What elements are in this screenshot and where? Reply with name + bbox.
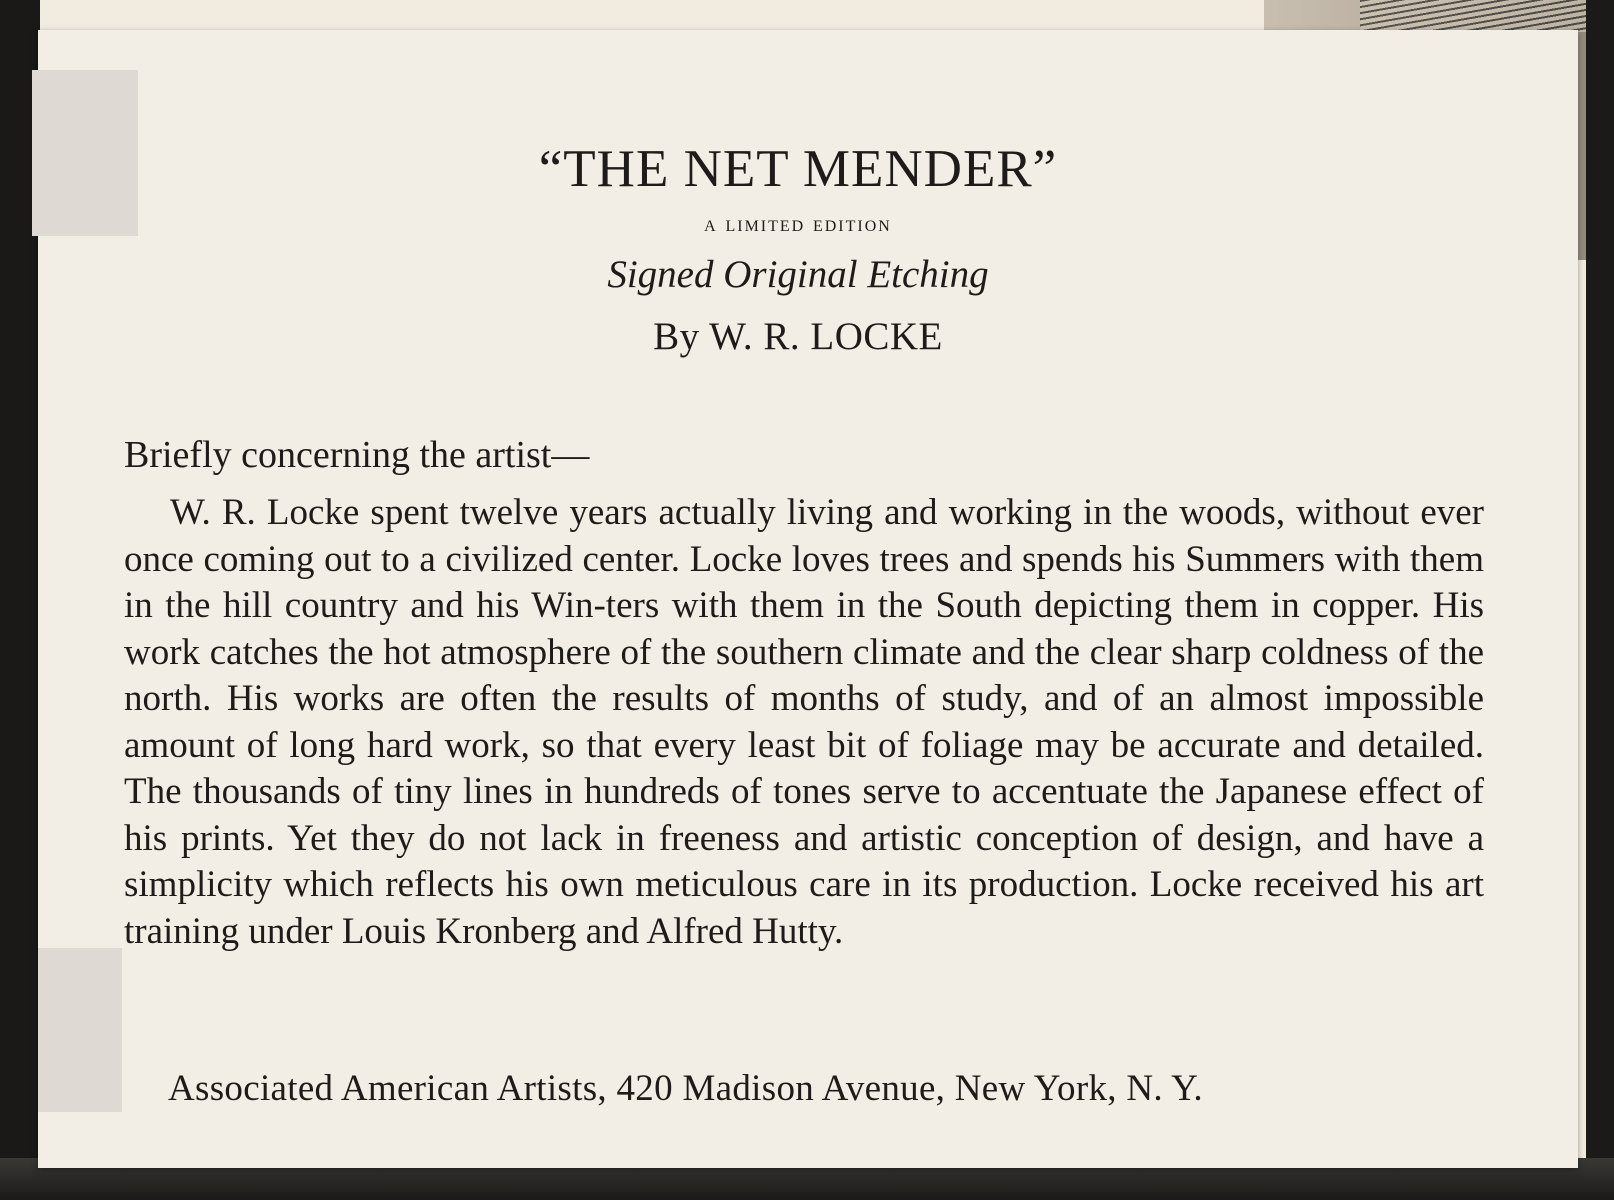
publisher-address: Associated American Artists, 420 Madison Avenue, New York, N. Y. [168, 1068, 1203, 1109]
tape-strip-top [32, 70, 138, 236]
etching-detail [1360, 0, 1600, 32]
print-subtitle: Signed Original Etching [607, 253, 989, 296]
artist-biography: W. R. Locke spent twelve years actually living and working in the woods, without ever once coming out to a civilized center. Locke loves trees and spends his Summers with them in the hill country and his Win-ters with them in the South depicting them in copper. His work catches the hot atmosphere of the southern climate and the clear sharp coldness of the north. His works are often the results of months of study, and of an almost impossible amount of long hard work, so that every least bit of foliage may be accurate and detailed. The thousands of tiny lines in hundreds of tones serve to accentuate the Japanese effect of his prints. Yet they do not lack in freeness and artistic conception of design, and have a simplicity which reflects his own meticulous care in its production. Locke received his art training under Louis Kronberg and Alfred Hutty. [124, 492, 1484, 952]
tape-strip-bottom [38, 948, 122, 1112]
edition-label: a limited edition [704, 211, 892, 236]
print-title: “THE NET MENDER” [538, 140, 1058, 198]
right-edge-shadow [1586, 0, 1614, 1200]
title-block [138, 136, 1458, 368]
artist-byline: By W. R. LOCKE [653, 315, 943, 358]
intro-heading: Briefly concerning the artist— [124, 434, 590, 476]
